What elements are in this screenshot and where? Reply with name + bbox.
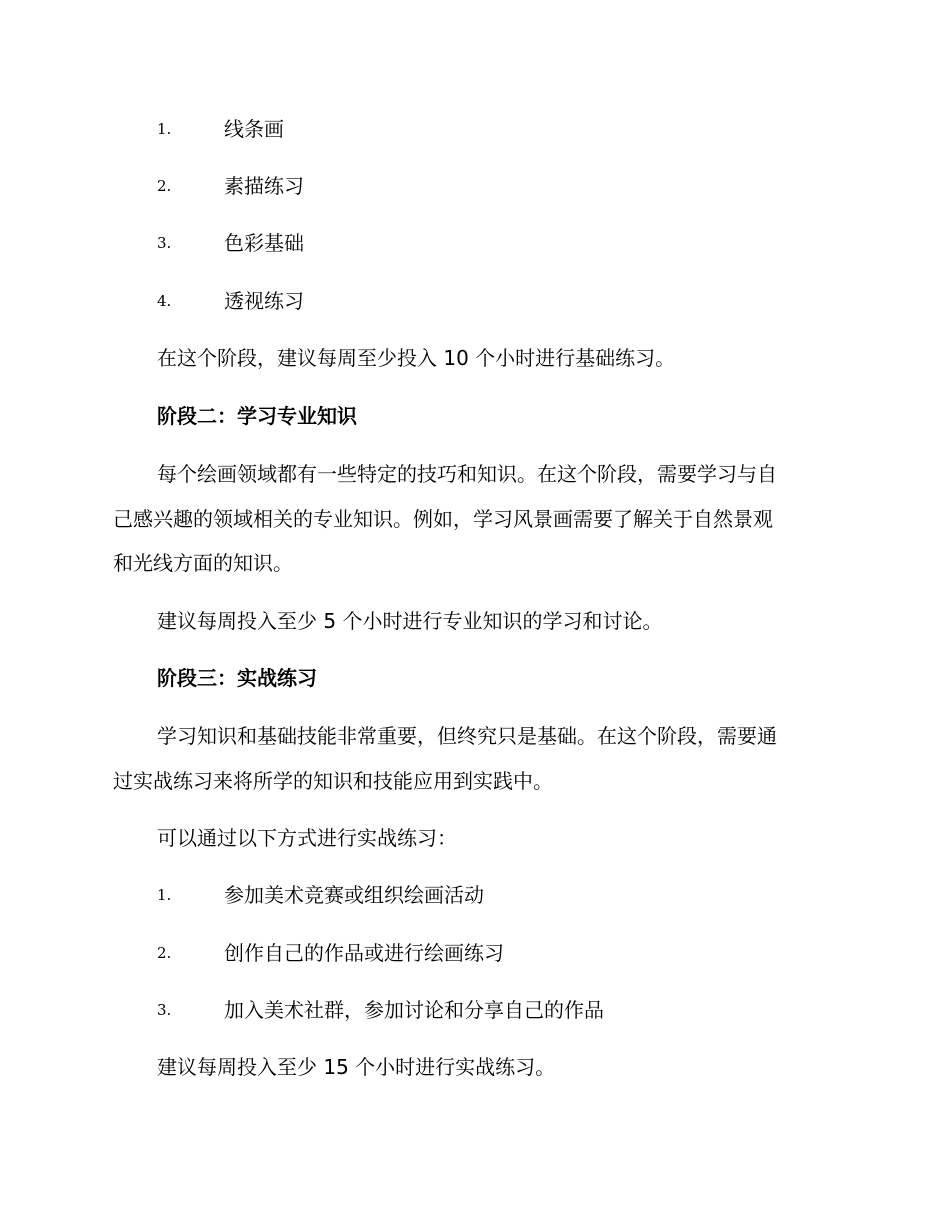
- list-item-text: 加入美术社群，参加讨论和分享自己的作品: [224, 998, 604, 1022]
- list-item-number: 4.: [157, 292, 172, 310]
- paragraph-stage2-line3: 和光线方面的知识。: [113, 551, 293, 575]
- list-item-number: 2.: [157, 177, 172, 195]
- list-item-text: 创作自己的作品或进行绘画练习: [224, 941, 504, 965]
- list-item-text: 素描练习: [224, 174, 304, 198]
- list-item-text: 线条画: [224, 117, 284, 141]
- list-item-number: 3.: [157, 1001, 172, 1019]
- heading-stage2: 阶段二：学习专业知识: [157, 404, 357, 428]
- list-item-text: 透视练习: [224, 289, 304, 313]
- list-item-number: 3.: [157, 234, 172, 252]
- list-item-number: 2.: [157, 944, 172, 962]
- paragraph-stage3-line1: 学习知识和基础技能非常重要，但终究只是基础。在这个阶段，需要通: [157, 724, 777, 748]
- paragraph-stage2-note: 建议每周投入至少 5 个小时进行专业知识的学习和讨论。: [157, 609, 663, 633]
- paragraph-stage3-note: 建议每周投入至少 15 个小时进行实战练习。: [157, 1055, 556, 1079]
- paragraph-stage3-intro: 可以通过以下方式进行实战练习：: [157, 826, 457, 850]
- paragraph-stage2-line1: 每个绘画领域都有一些特定的技巧和知识。在这个阶段，需要学习与自: [157, 462, 777, 486]
- paragraph-stage3-line2: 过实战练习来将所学的知识和技能应用到实践中。: [113, 769, 553, 793]
- list-item-text: 参加美术竞赛或组织绘画活动: [224, 883, 484, 907]
- list-item-text: 色彩基础: [224, 231, 304, 255]
- list-item-number: 1.: [157, 120, 172, 138]
- list-item-number: 1.: [157, 886, 172, 904]
- paragraph-stage1-note: 在这个阶段，建议每周至少投入 10 个小时进行基础练习。: [157, 346, 676, 370]
- paragraph-stage2-line2: 己感兴趣的领域相关的专业知识。例如，学习风景画需要了解关于自然景观: [113, 507, 773, 531]
- heading-stage3: 阶段三：实战练习: [157, 666, 317, 690]
